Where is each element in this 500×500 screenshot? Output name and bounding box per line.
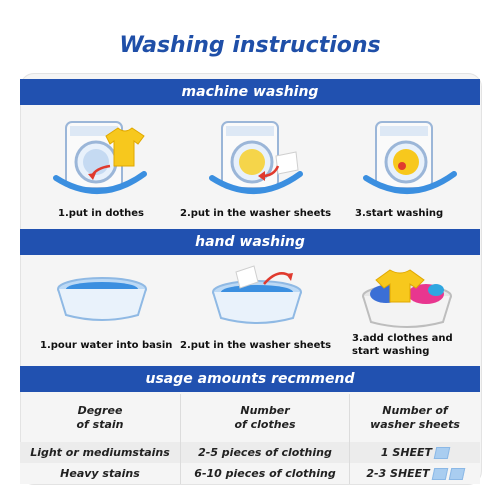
washing-machine-icon <box>362 120 462 204</box>
washer-sheet-icon <box>232 264 264 294</box>
machine-step-2-label: 2.put in the washer sheets <box>180 208 332 219</box>
usage-table-header-row <box>20 394 480 442</box>
usage-table <box>20 394 480 484</box>
hand-washing-header: hand washing <box>20 229 480 255</box>
table-cell: Heavy stains <box>20 463 181 484</box>
machine-washing-header: machine washing <box>20 79 480 105</box>
washer-sheet-icon <box>431 468 448 480</box>
arrow-icon <box>256 164 282 188</box>
usage-header: usage amounts recmmend <box>20 366 480 392</box>
machine-step-3-label: 3.start washing <box>355 208 444 219</box>
hand-step-2-label: 2.put in the washer sheets <box>180 340 332 351</box>
table-row <box>20 442 480 463</box>
page-title: Washing instructions <box>119 33 381 58</box>
column-header-clothes: Number of clothes <box>181 394 350 442</box>
column-header-sheets: Number of washer sheets <box>370 404 460 431</box>
arrow-icon <box>86 162 112 186</box>
hand-step-3-label-line2: start washing <box>352 346 430 357</box>
basin-icon <box>52 275 152 329</box>
arrow-icon <box>262 266 296 294</box>
table-cell: 6-10 pieces of clothing <box>181 463 350 484</box>
column-header-degree: Degree of stain <box>20 394 181 442</box>
table-cell: 1 SHEET <box>350 442 481 463</box>
machine-step-1-label: 1.put in dothes <box>58 208 144 219</box>
table-cell: 2-3 SHEET <box>350 463 481 484</box>
washer-sheet-icon <box>448 468 465 480</box>
washer-sheet-icon <box>434 447 451 459</box>
hand-step-1-label: 1.pour water into basin <box>40 340 173 351</box>
table-row <box>20 463 480 484</box>
table-cell: Light or mediumstains <box>20 442 181 463</box>
table-cell: 2-5 pieces of clothing <box>181 442 350 463</box>
hand-step-3-label: 3.add clothes and <box>352 333 453 344</box>
clothes-pile-icon <box>366 266 450 310</box>
